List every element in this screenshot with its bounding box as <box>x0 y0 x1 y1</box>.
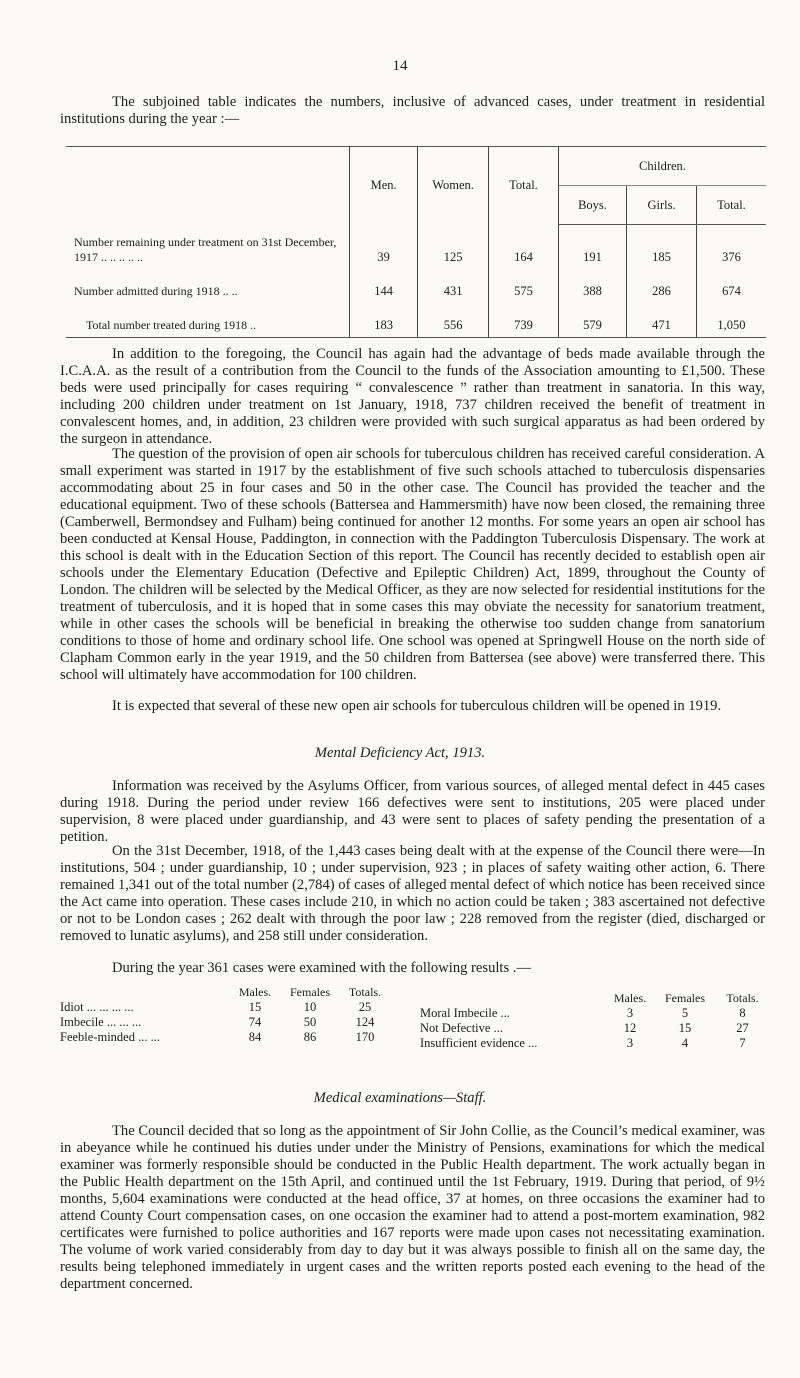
row-label: Number remaining under treatment on 31st December, 1917 .. .. .. .. .. <box>74 234 337 264</box>
row-label: Total number treated during 1918 .. <box>66 303 350 338</box>
cell-males: 84 <box>248 1030 262 1044</box>
paragraph-new-schools: It is expected that several of these new open air schools for tuberculous children will be opened in 1919. <box>112 698 722 714</box>
cell-boys: 191 <box>558 225 626 269</box>
header-children: Children. <box>558 147 766 186</box>
cell-children-total: 1,050 <box>696 303 766 338</box>
cell-women: 556 <box>418 303 489 338</box>
cell-totals: 7 <box>739 1036 746 1050</box>
cell-girls: 471 <box>627 303 697 338</box>
row-label: Feeble-minded ... ... <box>60 1030 160 1044</box>
paragraph-information: Information was received by the Asylums Officer, from various sources, of alleged mental defect in 445 cases during 1918. During the period under review 166 defectives were sent to institutions, 205 were placed under supervision, 8 were placed under guardianship, and 43 were sent to places of safety pending the presentation of a petition. <box>60 778 765 845</box>
table-row <box>66 303 766 338</box>
cell-boys: 579 <box>558 303 626 338</box>
table-row <box>420 1006 770 1021</box>
cell-males: 12 <box>623 1021 637 1035</box>
cell-men: 39 <box>350 225 418 269</box>
cell-totals: 27 <box>736 1021 749 1035</box>
treatment-table <box>66 146 766 338</box>
page-number: 14 <box>392 58 408 74</box>
cell-totals: 25 <box>358 1000 372 1014</box>
cell-women: 431 <box>418 269 489 303</box>
cell-totals: 124 <box>355 1015 375 1029</box>
row-label: Moral Imbecile ... <box>420 1006 510 1020</box>
header-children-total: Total. <box>696 186 766 225</box>
paragraph-open-air-schools: The question of the provision of open air schools for tuberculous children has received careful consideration. A small experiment was started in 1917 by the establishment of five such schools attached to tuberculosis dispensaries accommodating about 25 in four cases and 50 in the other case. The Council has provided the teacher and the educational equipment. Two of these schools (Battersea and Hammersmith) have now been closed, the remaining three (Camberwell, Bermondsey and Fulham) being continued for another 12 months. For some years an open air school has been conducted at Kensal House, Paddington, in connection with the Paddington Tuberculosis Dispensary. The work at this school is dealt with in the Education Section of this report. The Council has recently decided to establish open air schools under the Elementary Education (Defective and Epileptic Children) Act, 1899, throughout the County of London. The children will be selected by the Medical Officer, as they are now selected for residential institutions for the treatment of tuberculosis, and it is hoped that in some cases this may obviate the necessity for sanatorium treatment, while in other cases the schools will be beneficial in breaking the otherwise too sudden change from sanatorium conditions to those of home and ordinary school life. One school was opened at Springwell House on the north side of Clapham Common early in the year 1919, and the 50 children from Battersea (see above) were transferred there. This school will ultimately have accommodation for 100 children. <box>60 446 765 683</box>
cell-females: 50 <box>303 1015 317 1029</box>
results-table-left <box>60 985 390 1045</box>
heading-medical-examinations: Medical examinations—Staff. <box>313 1090 487 1106</box>
table-row <box>60 1030 390 1045</box>
table-row <box>60 1015 390 1030</box>
cell-total: 575 <box>489 269 559 303</box>
header-girls: Girls. <box>627 186 697 225</box>
cell-females: 10 <box>303 1000 317 1014</box>
cell-totals: 8 <box>739 1006 746 1020</box>
intro-paragraph: The subjoined table indicates the numbers, inclusive of advanced cases, under treatment in residential institutions during the year :— <box>60 94 765 127</box>
cell-males: 3 <box>626 1006 634 1020</box>
cell-men: 183 <box>350 303 418 338</box>
row-label: Number admitted during 1918 .. .. <box>74 283 238 298</box>
row-label: Insufficient evidence ... <box>420 1036 538 1050</box>
row-label-header <box>66 147 350 225</box>
cell-girls: 185 <box>627 225 697 269</box>
cell-boys: 388 <box>558 269 626 303</box>
header-totals: Totals. <box>348 985 382 999</box>
cell-children-total: 674 <box>696 269 766 303</box>
row-label: Imbecile ... ... ... <box>60 1015 142 1029</box>
paragraph-medical-examiner: The Council decided that so long as the appointment of Sir John Collie, as the Council’s medical examiner, was in abeyance while he continued his duties under under the Ministry of Pensions, examinations for which the medical examiner was formerly responsible should be conducted in the Public Health department. The work actually began in the Public Health department on the 15th April, and continued until the 1st February, 1919. During that period, of 9½ months, 5,604 examinations were conducted at the head office, 37 at homes, on three occasions the examiner had to attend County Court compensation cases, on one occasion the examiner had to attend a post-mortem examination, 982 certificates were furnished to police authorities and 167 reports were made upon cases not necessitating examination. The volume of work varied considerably from day to day but it was always possible to finish all on the same day, the results being telephoned immediately in urgent cases and the written reports posted each evening to the head of the department concerned. <box>60 1123 765 1292</box>
header-males: Males. <box>613 991 647 1005</box>
cell-total: 164 <box>489 225 559 269</box>
row-label: Idiot ... ... ... ... <box>60 1000 134 1014</box>
cell-females: 4 <box>681 1036 689 1050</box>
cell-males: 3 <box>626 1036 634 1050</box>
cell-total: 739 <box>489 303 559 338</box>
cell-men: 144 <box>350 269 418 303</box>
header-boys: Boys. <box>558 186 626 225</box>
table-row <box>420 1036 770 1051</box>
table-row <box>420 1021 770 1036</box>
header-totals: Totals. <box>726 991 759 1005</box>
cell-females: 5 <box>681 1006 689 1020</box>
cell-children-total: 376 <box>696 225 766 269</box>
cell-males: 74 <box>248 1015 262 1029</box>
cell-females: 15 <box>678 1021 692 1035</box>
table-row <box>66 225 766 269</box>
header-total: Total. <box>489 147 559 225</box>
cell-girls: 286 <box>627 269 697 303</box>
results-table-right <box>420 991 770 1051</box>
header-males: Males. <box>238 985 272 999</box>
paragraph-examined: During the year 361 cases were examined with the following results .— <box>112 960 532 976</box>
header-women: Women. <box>418 147 489 225</box>
paragraph-cases: On the 31st December, 1918, of the 1,443 cases being dealt with at the expense of the Council there were—In institutions, 504 ; under guardianship, 10 ; under supervision, 923 ; in places of safety waiting other action, 6. There remained 1,341 out of the total number (2,784) of cases of alleged mental defect of which notice has been received since the Act came into operation. These cases include 210, in which no action could be taken ; 383 ascertained not defective or not to be London cases ; 262 dealt with through the poor law ; 228 removed from the register (died, discharged or removed to lunatic asylums), and 258 still under consideration. <box>60 843 765 944</box>
cell-women: 125 <box>418 225 489 269</box>
cell-totals: 170 <box>355 1030 375 1044</box>
header-females: Females <box>665 991 705 1005</box>
header-females: Females <box>290 985 330 999</box>
table-row <box>60 1000 390 1015</box>
header-men: Men. <box>350 147 418 225</box>
heading-mental-deficiency: Mental Deficiency Act, 1913. <box>314 745 486 761</box>
cell-females: 86 <box>303 1030 317 1044</box>
row-label: Not Defective ... <box>420 1021 503 1035</box>
table-row <box>66 269 766 303</box>
paragraph-beds: In addition to the foregoing, the Council has again had the advantage of beds made available through the I.C.A.A. as the result of a contribution from the Council to the funds of the Association amounting to £1,500. These beds were used principally for cases requiring “ convalescence ” rather than treatment in sanatoria. In this way, including 200 children under treatment on 1st January, 1918, 737 children received the benefit of treatment in convalescent homes, and, in addition, 23 children were provided with such surgical apparatus as had been ordered by the surgeon in attendance. <box>60 346 765 447</box>
cell-males: 15 <box>248 1000 262 1014</box>
